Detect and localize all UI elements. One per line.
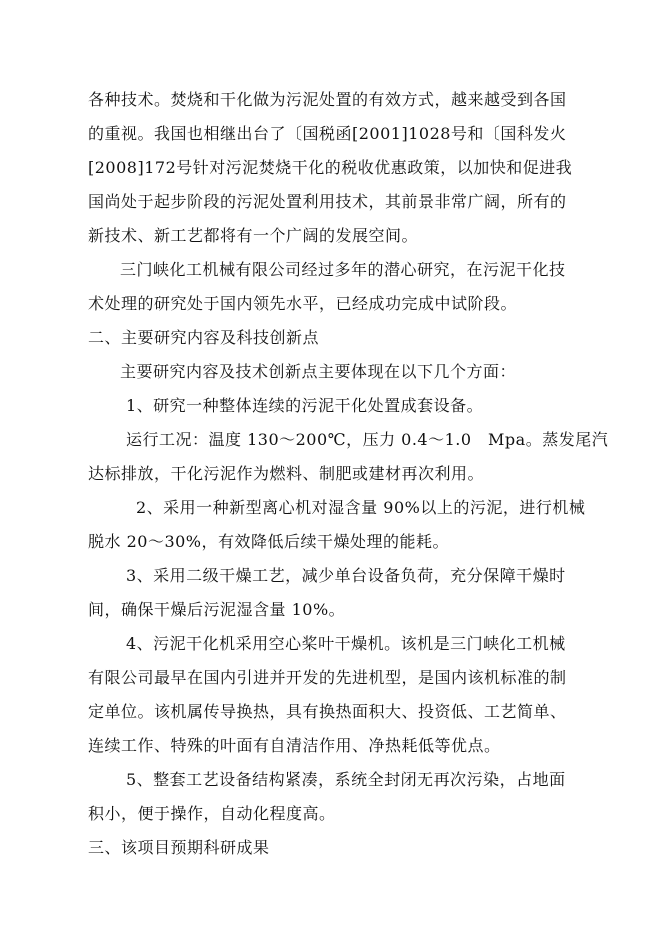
body-text-line: 达标排放，干化污泥作为燃料、制肥或建材再次利用。: [88, 464, 485, 483]
list-item-line: 2、采用一种新型离心机对湿含量 90%以上的污泥，进行机械: [136, 498, 586, 517]
body-text-line: 间，确保干燥后污泥湿含量 10%。: [88, 600, 346, 619]
list-item-line: 5、整套工艺设备结构紧凑，系统全封闭无再次污染，占地面: [126, 770, 566, 789]
list-item-line: 4、污泥干化机采用空心桨叶干燥机。该机是三门峡化工机械: [126, 634, 566, 653]
body-text-line: 定单位。该机属传导换热，具有换热面积大、投资低、工艺简单、: [88, 702, 567, 721]
body-text-line: 三门峡化工机械有限公司经过多年的潜心研究，在污泥干化技: [120, 260, 566, 279]
body-text-line: 连续工作、特殊的叶面有自清洁作用、净热耗低等优点。: [88, 736, 501, 755]
body-text-line: 的重视。我国也相继出台了〔国税函[2001]1028号和〔国科发火: [88, 124, 567, 143]
body-text-line: 主要研究内容及技术创新点主要体现在以下几个方面：: [120, 362, 517, 381]
body-text-line: 脱水 20～30%，有效降低后续干燥处理的能耗。: [88, 532, 450, 551]
body-text-line: [2008]172号针对污泥焚烧干化的税收优惠政策，以加快和促进我: [88, 158, 573, 177]
body-text-line: 国尚处于起步阶段的污泥处置利用技术，其前景非常广阔，所有的: [88, 192, 567, 211]
body-text-line: 积小，便于操作，自动化程度高。: [88, 804, 336, 823]
section-heading: 二、主要研究内容及科技创新点: [88, 328, 320, 347]
body-text-line: 各种技术。焚烧和干化做为污泥处置的有效方式，越来越受到各国: [88, 90, 567, 109]
body-text-line: 新技术、新工艺都将有一个广阔的发展空间。: [88, 226, 419, 245]
list-item-line: 3、采用二级干燥工艺，减少单台设备负荷，充分保障干燥时: [126, 566, 566, 585]
body-text-line: 运行工况：温度 130～200℃，压力 0.4～1.0 Mpa。蒸发尾汽: [126, 430, 609, 449]
body-text-line: 术处理的研究处于国内领先水平，已经成功完成中试阶段。: [88, 294, 518, 313]
body-text-line: 有限公司最早在国内引进并开发的先进机型，是国内该机标准的制: [88, 668, 567, 687]
section-heading: 三、该项目预期科研成果: [88, 838, 270, 857]
list-item-line: 1、研究一种整体连续的污泥干化处置成套设备。: [126, 396, 484, 415]
